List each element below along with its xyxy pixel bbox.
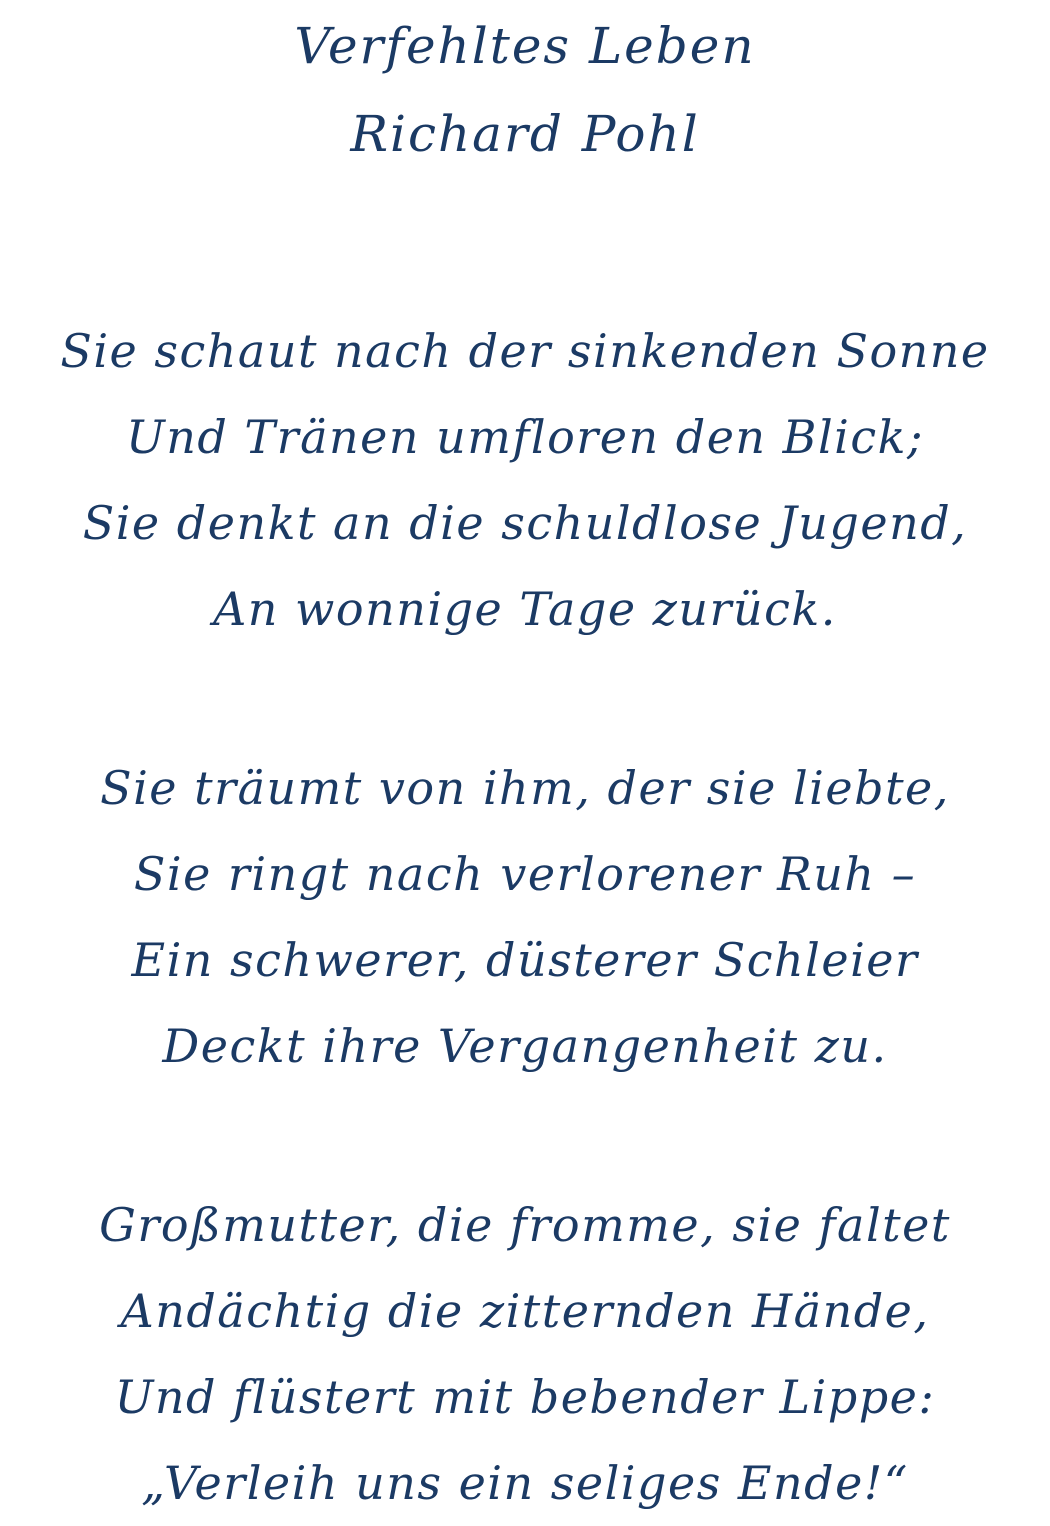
poem-body [0, 308, 1050, 1526]
stanza-1 [0, 308, 1050, 652]
poem-line: Ein schwerer, düsterer Schleier [131, 933, 919, 987]
poem-line: Deckt ihre Vergangenheit zu. [162, 1019, 888, 1073]
poem-line: Sie denkt an die schuldlose Jugend, [82, 496, 968, 550]
poem-title: Verfehltes Leben [294, 17, 756, 75]
stanza-2 [0, 745, 1050, 1089]
poem-author: Richard Pohl [350, 105, 700, 163]
poem-line: Andächtig die zitternden Hände, [120, 1284, 930, 1338]
poem-line: Und Tränen umfloren den Blick; [125, 410, 925, 464]
stanza-3 [0, 1182, 1050, 1526]
poem-line: Sie ringt nach verlorener Ruh – [133, 847, 917, 901]
poem-line: Sie träumt von ihm, der sie liebte, [100, 761, 950, 815]
poem-line: Großmutter, die fromme, sie faltet [99, 1198, 951, 1252]
poem-line: Und flüstert mit bebender Lippe: [114, 1370, 936, 1424]
poem-line: An wonnige Tage zurück. [213, 582, 837, 636]
poem-line: „Verleih uns ein seliges Ende!“ [141, 1456, 909, 1510]
poem-header [0, 2, 1050, 178]
poem-line: Sie schaut nach der sinkenden Sonne [60, 324, 990, 378]
